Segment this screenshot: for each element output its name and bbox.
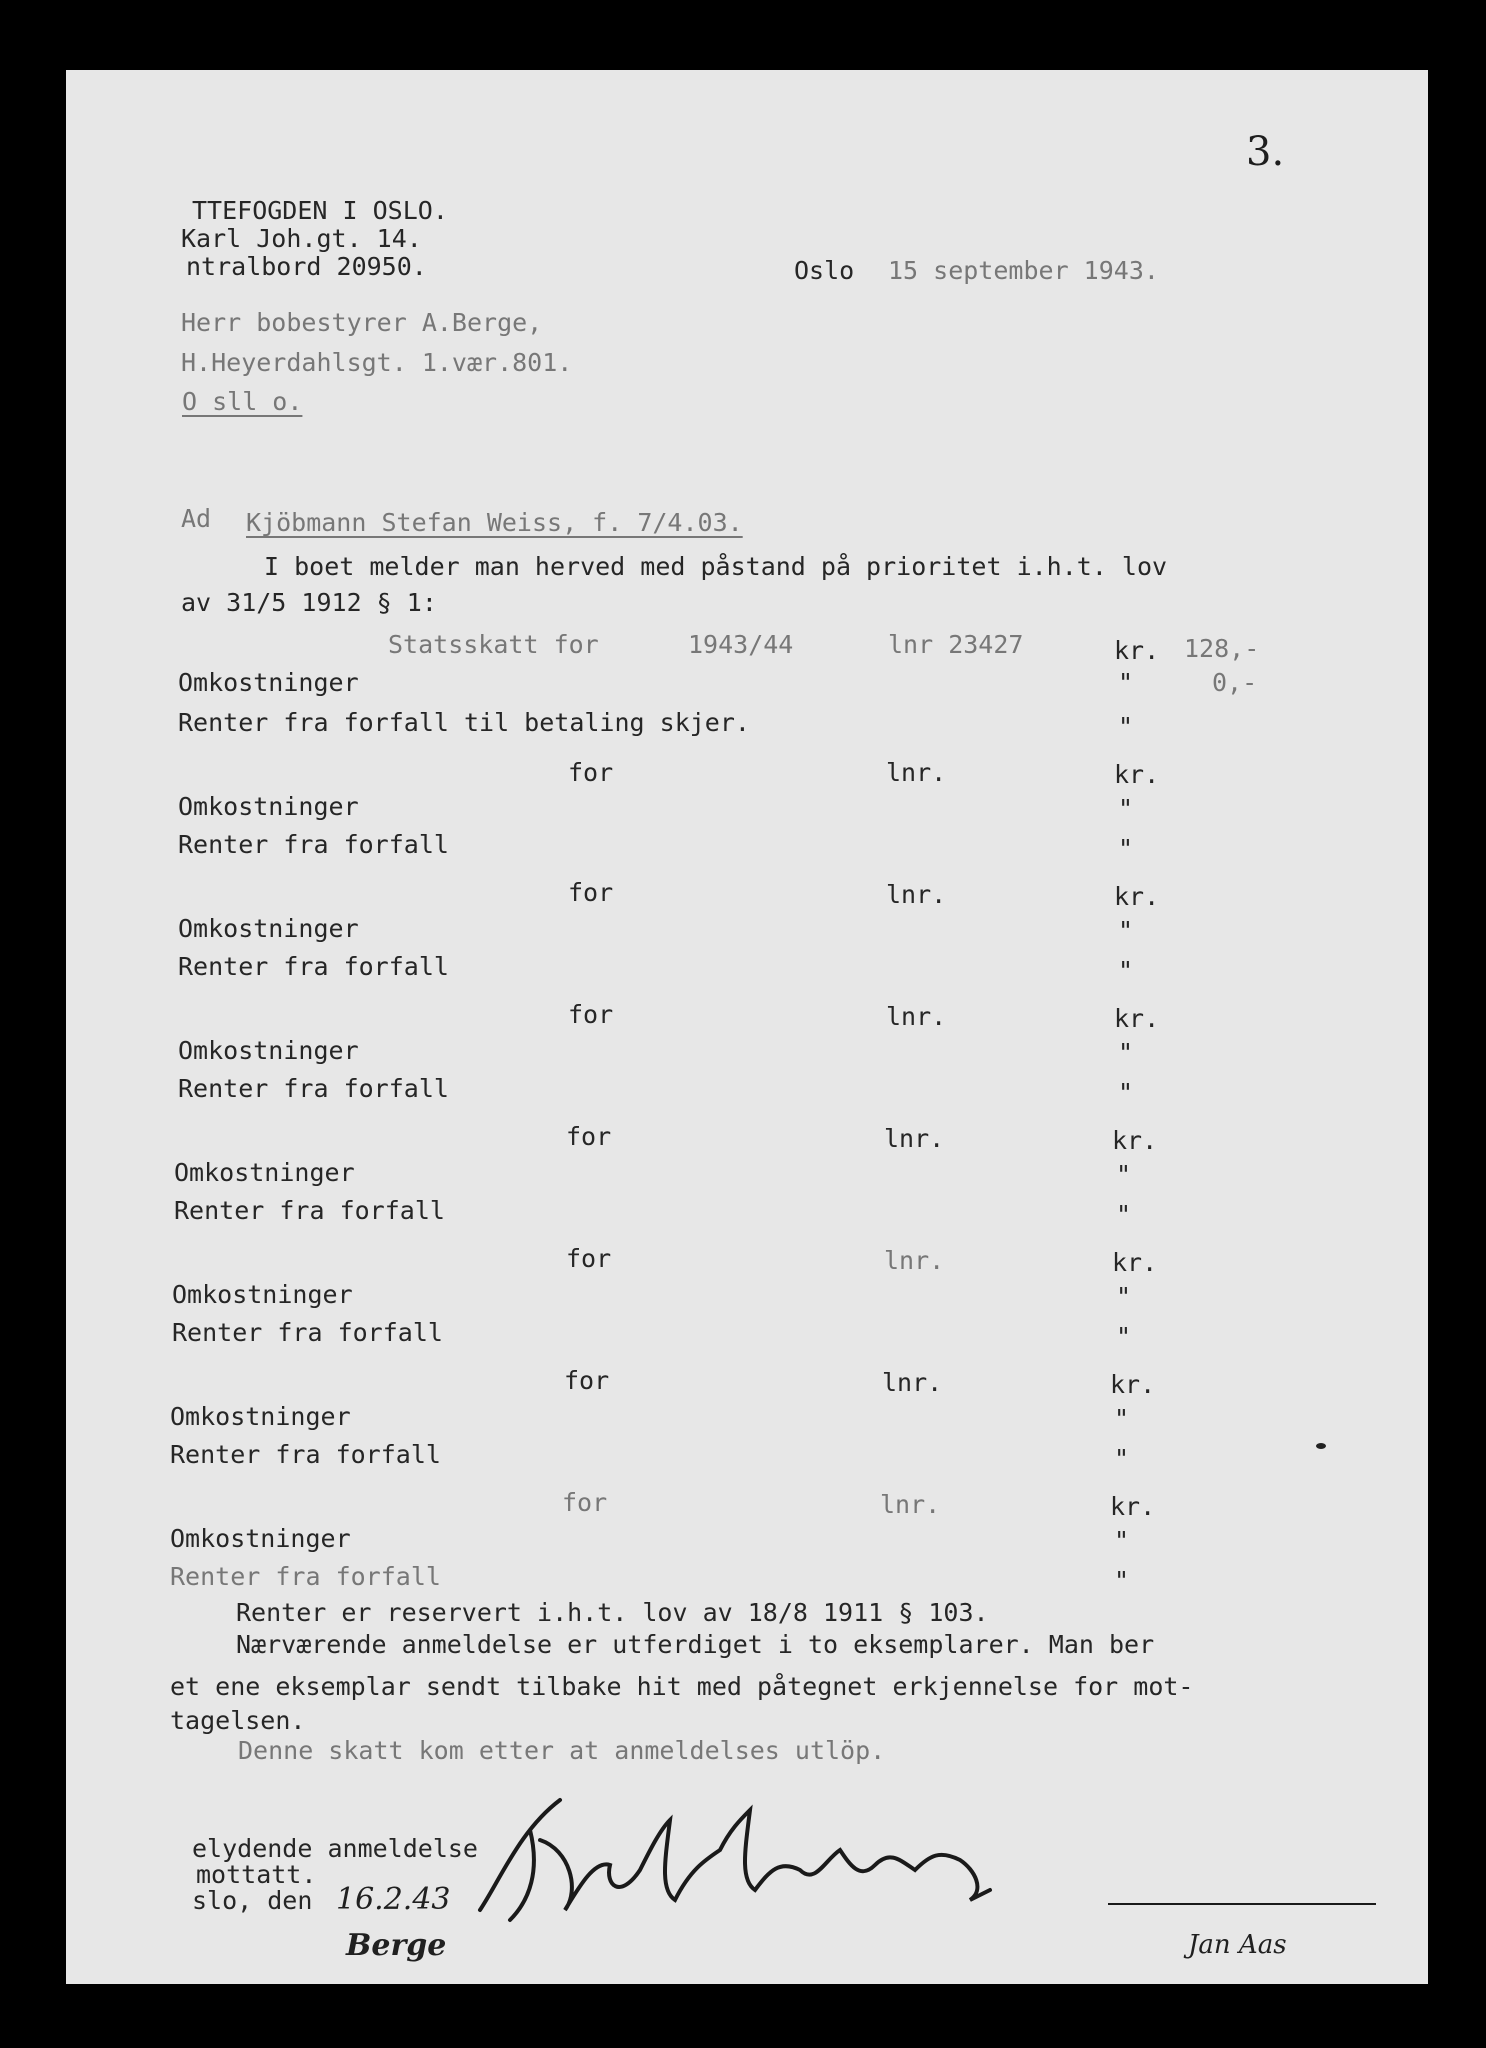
row-costs: Omkostninger: [178, 914, 359, 943]
row-costs-ditto: ": [1118, 1038, 1134, 1067]
row-lnr: lnr.: [882, 1368, 943, 1397]
row-kr: kr.: [1114, 1004, 1160, 1033]
footer-line5: Denne skatt kom etter at anmeldelses utlöp.: [238, 1736, 886, 1765]
row-costs: Omkostninger: [174, 1158, 355, 1187]
row-interest-ditto: ": [1118, 1078, 1134, 1107]
row-for: for: [562, 1488, 608, 1517]
row-lnr: lnr.: [886, 880, 947, 909]
row-interest-ditto: ": [1116, 1200, 1132, 1229]
row-costs-ditto: ": [1116, 1160, 1132, 1189]
row-costs: Omkostninger: [172, 1280, 353, 1309]
row-interest-ditto: ": [1114, 1444, 1130, 1473]
claim-kr: kr.: [1114, 636, 1160, 665]
row-costs-ditto: ": [1116, 1282, 1132, 1311]
row-costs: Omkostninger: [178, 792, 359, 821]
date-text: 15 september 1943.: [888, 256, 1159, 285]
row-interest-ditto: ": [1118, 956, 1134, 985]
row-lnr: lnr.: [886, 758, 947, 787]
row-costs: Omkostninger: [170, 1402, 351, 1431]
sender-phone: ntralbord 20950.: [186, 252, 427, 281]
row-interest: Renter fra forfall: [174, 1196, 445, 1225]
row-interest: Renter fra forfall: [170, 1440, 441, 1469]
page-number: 3.: [1246, 129, 1285, 175]
row-costs-ditto: ": [1118, 794, 1134, 823]
footer-line1: Renter er reservert i.h.t. lov av 18/8 1911 § 103.: [236, 1598, 989, 1627]
row-interest-ditto: ": [1114, 1566, 1130, 1595]
claim-lnr: lnr 23427: [888, 630, 1024, 659]
row-lnr: lnr.: [884, 1124, 945, 1153]
claim-amount: 128,-: [1184, 634, 1260, 663]
sender-address: Karl Joh.gt. 14.: [181, 224, 422, 253]
row-costs: Omkostninger: [170, 1524, 351, 1553]
row-costs: Omkostninger: [178, 1036, 359, 1065]
signature-right-text: Jan Aas: [1188, 1930, 1287, 1960]
row-for: for: [566, 1122, 612, 1151]
claim-interest-ditto: ": [1118, 712, 1134, 741]
claim-costs-label: Omkostninger: [178, 668, 359, 697]
row-interest-ditto: ": [1118, 834, 1134, 863]
subject-prefix: Ad: [181, 504, 212, 533]
row-interest: Renter fra forfall: [178, 1074, 449, 1103]
row-kr: kr.: [1112, 1126, 1158, 1155]
document-page: [66, 70, 1428, 1984]
recipient-name: Herr bobestyrer A.Berge,: [181, 308, 543, 337]
intro-line1: I boet melder man herved med påstand på prioritet i.h.t. lov: [264, 552, 1168, 581]
receipt-date: 16.2.43: [336, 1882, 451, 1917]
sender-office: TTEFOGDEN I OSLO.: [192, 196, 448, 225]
row-kr: kr.: [1114, 760, 1160, 789]
footer-line2: Nærværende anmeldelse er utferdiget i to eksemplarer. Man ber: [236, 1630, 1155, 1659]
claim-costs-amount: 0,-: [1212, 668, 1258, 697]
receipt-line3: slo, den: [192, 1886, 313, 1915]
row-kr: kr.: [1110, 1492, 1156, 1521]
receipt-initials: Berge: [346, 1928, 447, 1963]
footer-line3: et ene eksemplar sendt tilbake hit med påtegnet erkjennelse for mot-: [170, 1672, 1194, 1701]
row-lnr: lnr.: [886, 1002, 947, 1031]
row-for: for: [568, 758, 614, 787]
row-lnr: lnr.: [880, 1490, 941, 1519]
row-interest: Renter fra forfall: [178, 952, 449, 981]
recipient-street: H.Heyerdahlsgt. 1.vær.801.: [181, 348, 573, 377]
row-interest-ditto: ": [1116, 1322, 1132, 1351]
row-costs-ditto: ": [1114, 1526, 1130, 1555]
row-costs-ditto: ": [1118, 916, 1134, 945]
signature-scrawl: [470, 1790, 1040, 1930]
receipt-line2: mottatt.: [196, 1860, 317, 1889]
row-kr: kr.: [1110, 1370, 1156, 1399]
row-costs-ditto: ": [1114, 1404, 1130, 1433]
row-for: for: [564, 1366, 610, 1395]
receipt-line1: elydende anmeldelse: [192, 1834, 478, 1863]
row-lnr: lnr.: [884, 1246, 945, 1275]
row-kr: kr.: [1112, 1248, 1158, 1277]
footer-line4: tagelsen.: [170, 1706, 306, 1735]
row-for: for: [566, 1244, 612, 1273]
claim-year: 1943/44: [688, 630, 794, 659]
ink-dot: [1316, 1443, 1326, 1449]
row-interest: Renter fra forfall: [178, 830, 449, 859]
claim-costs-ditto: ": [1118, 668, 1134, 697]
row-for: for: [568, 1000, 614, 1029]
row-interest: Renter fra forfall: [170, 1562, 441, 1591]
row-interest: Renter fra forfall: [172, 1318, 443, 1347]
claim-desc: Statsskatt for: [388, 630, 599, 659]
date-place: Oslo: [794, 256, 855, 285]
claim-interest-label: Renter fra forfall til betaling skjer.: [178, 708, 750, 737]
recipient-city: O sll o.: [182, 387, 303, 416]
row-kr: kr.: [1114, 882, 1160, 911]
intro-line2: av 31/5 1912 § 1:: [181, 588, 437, 617]
row-for: for: [568, 878, 614, 907]
subject-text: Kjöbmann Stefan Weiss, f. 7/4.03.: [246, 508, 743, 537]
